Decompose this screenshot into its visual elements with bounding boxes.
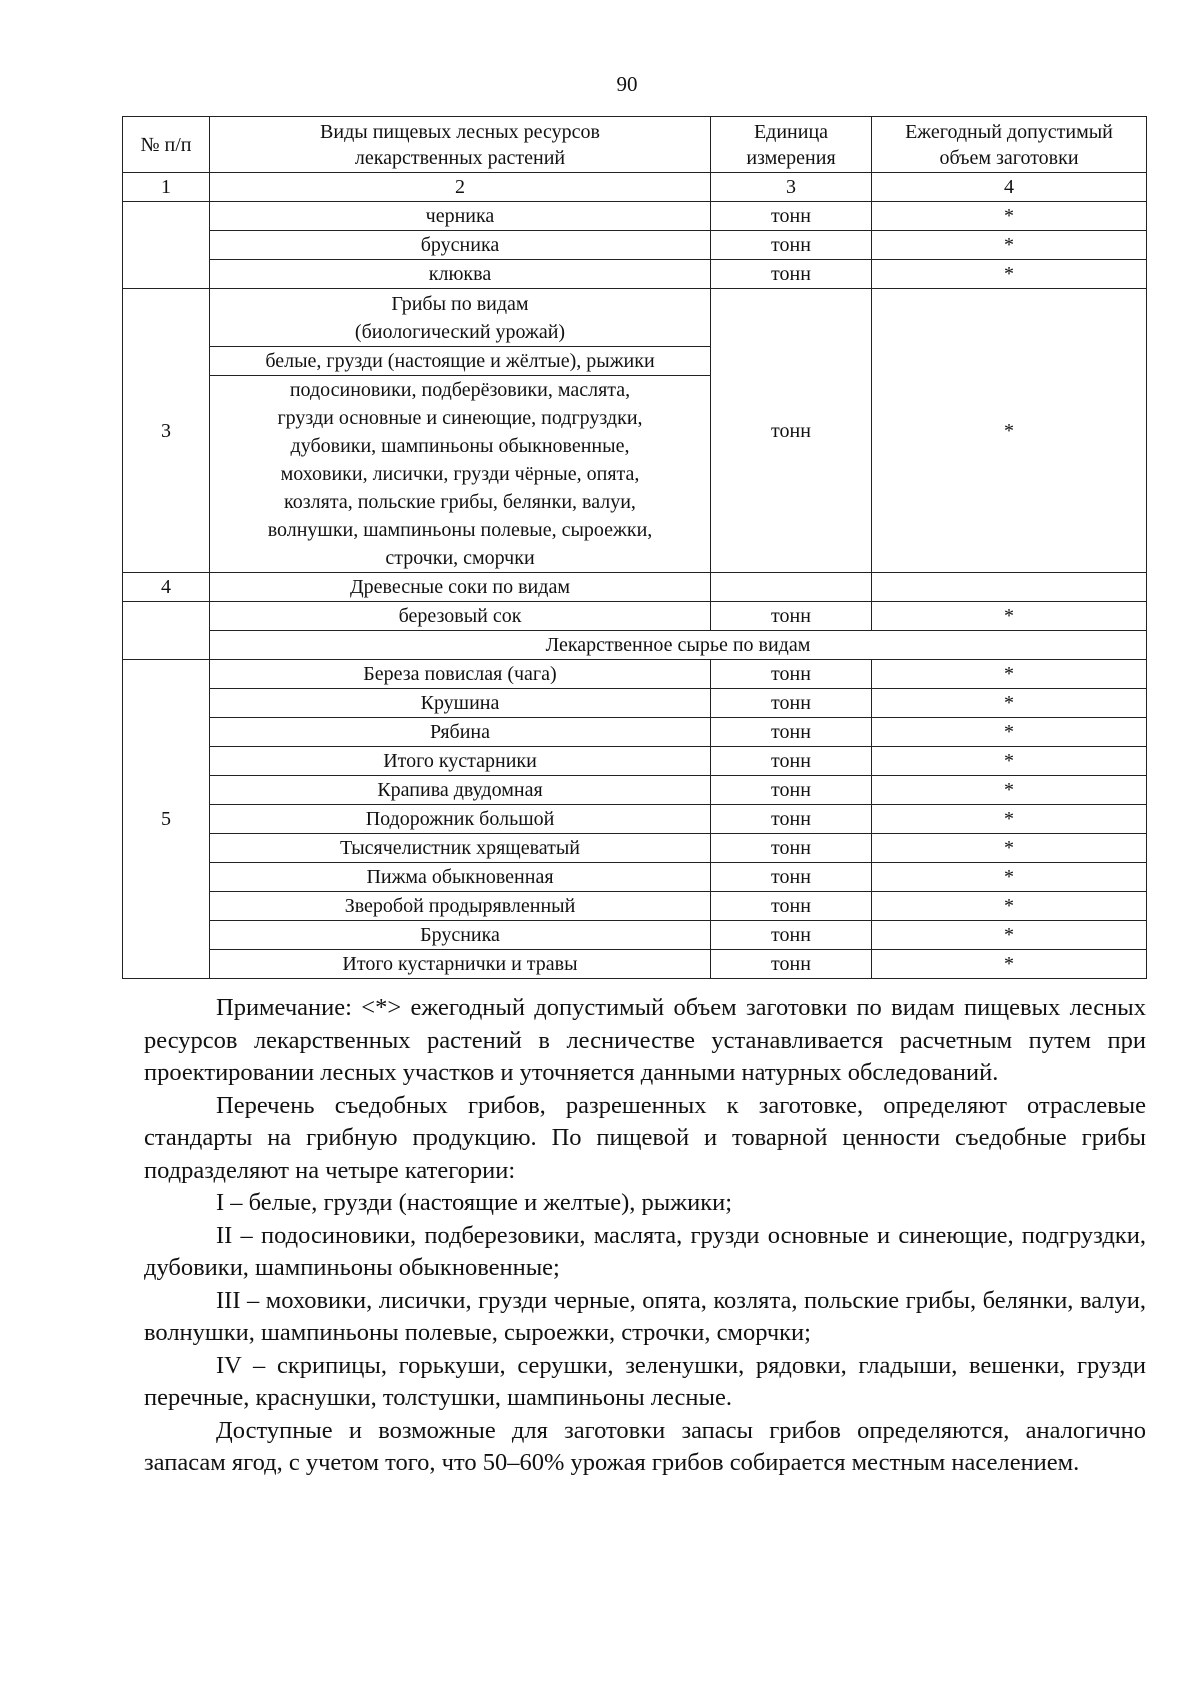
volume-cell: * xyxy=(872,921,1147,950)
resource-name: брусника xyxy=(210,231,711,260)
unit-cell: тонн xyxy=(711,289,872,573)
resource-name: Рябина xyxy=(210,718,711,747)
table-row xyxy=(123,950,1147,979)
mushrooms-group-1: белые, грузди (настоящие и жёлтые), рыжики xyxy=(210,347,711,376)
volume-cell: * xyxy=(872,776,1147,805)
table-row xyxy=(123,863,1147,892)
volume-cell: * xyxy=(872,289,1147,573)
unit-cell: тонн xyxy=(711,921,872,950)
resource-name: Подорожник большой xyxy=(210,805,711,834)
volume-cell: * xyxy=(872,950,1147,979)
table-row xyxy=(123,834,1147,863)
row-number: 3 xyxy=(123,289,210,573)
table-row xyxy=(123,260,1147,289)
volume-cell: * xyxy=(872,834,1147,863)
column-number: 4 xyxy=(872,173,1147,202)
table-row xyxy=(123,718,1147,747)
resource-name: клюква xyxy=(210,260,711,289)
resource-name: Итого кустарники xyxy=(210,747,711,776)
unit-cell: тонн xyxy=(711,776,872,805)
page-number: 90 xyxy=(616,72,638,96)
table-row xyxy=(123,689,1147,718)
category-paragraph: IV – скрипицы, горькуши, серушки, зеленушки, рядовки, гладыши, вешенки, грузди перечные, краснушки, толстушки, шампиньоны лесные. xyxy=(144,1351,1146,1411)
unit-cell: тонн xyxy=(711,260,872,289)
volume-cell: * xyxy=(872,747,1147,776)
unit-cell: тонн xyxy=(711,863,872,892)
unit-cell: тонн xyxy=(711,202,872,231)
column-number: 3 xyxy=(711,173,872,202)
volume-cell: * xyxy=(872,231,1147,260)
table-row xyxy=(123,202,1147,231)
category-paragraph: III – моховики, лисички, грузди черные, опята, козлята, польские грибы, белянки, валуи, волнушки, шампиньоны полевые, сыроежки, строчки, сморчки; xyxy=(144,1286,1146,1346)
volume-cell: * xyxy=(872,805,1147,834)
volume-cell: * xyxy=(872,660,1147,689)
empty-cell xyxy=(872,573,1147,602)
unit-cell: тонн xyxy=(711,231,872,260)
unit-cell: тонн xyxy=(711,602,872,631)
body-paragraph: Доступные и возможные для заготовки запасы грибов определяются, аналогично запасам ягод, с учетом того, что 50–60% урожая грибов собирается местным населением. xyxy=(144,1416,1146,1476)
volume-cell: * xyxy=(872,602,1147,631)
volume-cell: * xyxy=(872,689,1147,718)
column-number-row xyxy=(123,173,1147,202)
table-row xyxy=(123,602,1147,631)
empty-cell xyxy=(711,573,872,602)
category-paragraph: II – подосиновики, подберезовики, маслята, грузди основные и синеющие, подгруздки, дубовики, шампиньоны обыкновенные; xyxy=(144,1221,1146,1281)
body-paragraph: Перечень съедобных грибов, разрешенных к заготовке, определяют отраслевые стандарты на грибную продукцию. По пищевой и товарной ценности съедобные грибы подразделяют на четыре категории: xyxy=(144,1091,1146,1184)
note-paragraph: Примечание: <*> ежегодный допустимый объем заготовки по видам пищевых лесных ресурсов лекарственных растений в лесничестве устанавливается расчетным путем при проектировании лесных участков и уточняется данными натурных обследований. xyxy=(144,994,1146,1086)
mushrooms-group-2: подосиновики, подберёзовики, маслята, грузди основные и синеющие, подгруздки, дубовики, шампиньоны обыкновенные, моховики, лисички, грузди чёрные, опята, козлята, польские грибы, белянки, валуи, волнушки, шампиньоны полевые, сыроежки, строчки, сморчки xyxy=(210,376,711,573)
row-number: 4 xyxy=(123,573,210,602)
resource-name: Береза повислая (чага) xyxy=(210,660,711,689)
unit-cell: тонн xyxy=(711,689,872,718)
header-num: № п/п xyxy=(123,117,210,173)
empty-num-cell xyxy=(123,602,210,660)
resource-name: Крапива двудомная xyxy=(210,776,711,805)
unit-cell: тонн xyxy=(711,834,872,863)
volume-cell: * xyxy=(872,260,1147,289)
volume-cell: * xyxy=(872,892,1147,921)
volume-cell: * xyxy=(872,202,1147,231)
table-row xyxy=(123,805,1147,834)
resource-name: Тысячелистник хрящеватый xyxy=(210,834,711,863)
table-row xyxy=(123,231,1147,260)
unit-cell: тонн xyxy=(711,950,872,979)
notes-section xyxy=(144,992,1146,1480)
table-header-row xyxy=(123,117,1147,173)
row-number: 5 xyxy=(123,660,210,979)
column-number: 2 xyxy=(210,173,711,202)
resource-name: Итого кустарнички и травы xyxy=(210,950,711,979)
header-resource-type: Виды пищевых лесных ресурсов лекарственных растений xyxy=(210,117,711,173)
resource-name: черника xyxy=(210,202,711,231)
resource-name: Зверобой продырявленный xyxy=(210,892,711,921)
table-row xyxy=(123,921,1147,950)
unit-cell: тонн xyxy=(711,660,872,689)
resource-name: Брусника xyxy=(210,921,711,950)
resource-name: Крушина xyxy=(210,689,711,718)
unit-cell: тонн xyxy=(711,805,872,834)
header-unit: Единица измерения xyxy=(711,117,872,173)
empty-num-cell xyxy=(123,202,210,289)
resource-name: березовый сок xyxy=(210,602,711,631)
medicinal-heading: Лекарственное сырье по видам xyxy=(210,631,1147,660)
medicinal-heading-row xyxy=(123,631,1147,660)
unit-cell: тонн xyxy=(711,747,872,776)
table-row xyxy=(123,660,1147,689)
category-paragraph: I – белые, грузди (настоящие и желтые), рыжики; xyxy=(216,1189,733,1216)
table-row xyxy=(123,892,1147,921)
column-number: 1 xyxy=(123,173,210,202)
table-row xyxy=(123,747,1147,776)
volume-cell: * xyxy=(872,863,1147,892)
unit-cell: тонн xyxy=(711,892,872,921)
mushrooms-heading-row xyxy=(123,289,1147,347)
table-row xyxy=(123,776,1147,805)
sap-heading-row xyxy=(123,573,1147,602)
header-volume: Ежегодный допустимый объем заготовки xyxy=(872,117,1147,173)
resources-table xyxy=(122,116,1147,979)
volume-cell: * xyxy=(872,718,1147,747)
sap-heading: Древесные соки по видам xyxy=(210,573,711,602)
unit-cell: тонн xyxy=(711,718,872,747)
resource-name: Пижма обыкновенная xyxy=(210,863,711,892)
mushrooms-heading: Грибы по видам (биологический урожай) xyxy=(210,289,711,347)
